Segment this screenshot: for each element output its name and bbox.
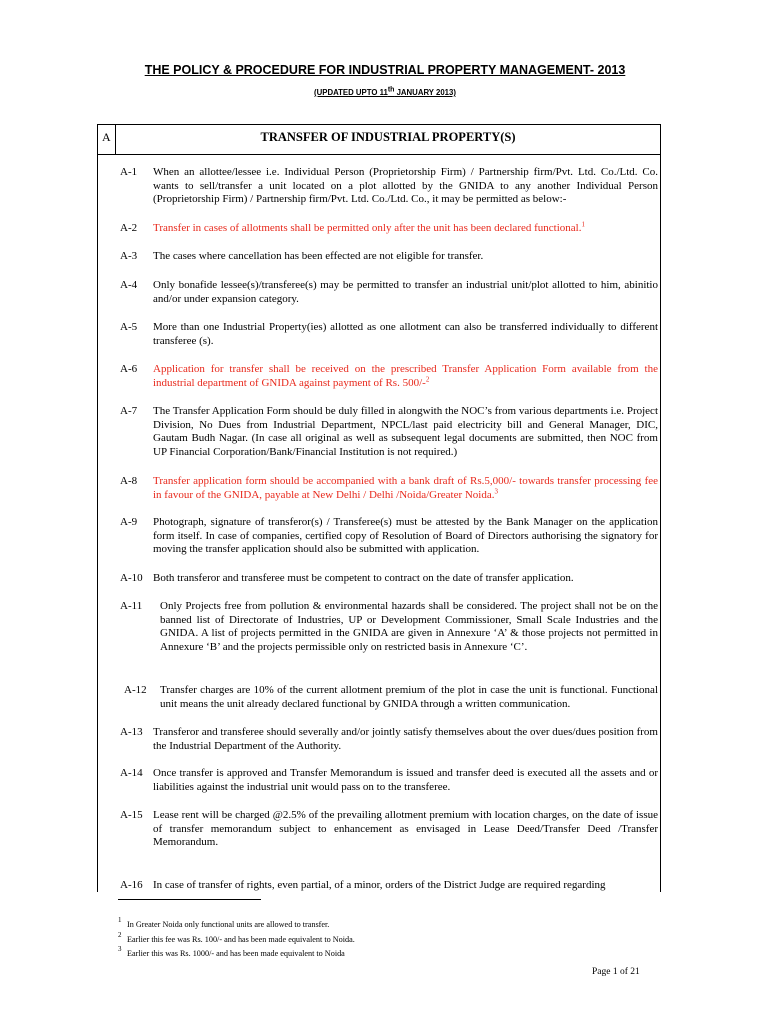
clause-number: A-14 bbox=[120, 767, 143, 779]
clause-number: A-5 bbox=[120, 321, 138, 333]
footnote-number: 1 bbox=[118, 916, 122, 924]
clause-number: A-12 bbox=[124, 684, 147, 696]
clause-number: A-11 bbox=[120, 600, 143, 612]
clause-number: A-8 bbox=[120, 475, 138, 487]
footnote-text: In Greater Noida only functional units are allowed to transfer. bbox=[127, 920, 330, 929]
clause-number: A-7 bbox=[120, 405, 138, 417]
clause-text: More than one Industrial Property(ies) allotted as one allotment can also be transferred individually to different transferee (s). bbox=[153, 321, 658, 347]
clause-text: Only bonafide lessee(s)/transferee(s) may be permitted to transfer an industrial unit/plot allotted to him, abinitio and/or under expansion category. bbox=[153, 279, 658, 305]
footnote-ref: 3 bbox=[494, 486, 498, 495]
section-letter: A bbox=[102, 130, 111, 144]
clause-number: A-16 bbox=[120, 879, 143, 891]
clause-text bbox=[153, 475, 658, 502]
clause-text: In case of transfer of rights, even partial, of a minor, orders of the District Judge are required regarding bbox=[153, 879, 606, 891]
clause-text: The Transfer Application Form should be duly filled in alongwith the NOC’s from various departments i.e. Project Division, No Dues from Industrial Department, NPCL/last paid electricity bill and General Manager, DIC, Gautam Budh Nagar. (In case all original as well as subsequent legal documents are submitted, then NOC from UP Financial Corporation/Bank/Financial Institution is not required.) bbox=[153, 405, 658, 458]
clause-text: Transferor and transferee should severally and/or jointly satisfy themselves about the over dues/dues position from the Industrial Department of the Authority. bbox=[153, 726, 658, 752]
footnote-text: Earlier this was Rs. 1000/- and has been made equivalent to Noida bbox=[127, 949, 345, 958]
clause-text: The cases where cancellation has been effected are not eligible for transfer. bbox=[153, 250, 484, 262]
clause-text-body: Transfer in cases of allotments shall be permitted only after the unit has been declared functional. bbox=[153, 222, 582, 234]
footnote-ref: 1 bbox=[581, 220, 585, 229]
clause-number: A-1 bbox=[120, 166, 138, 178]
clause-text: Both transferor and transferee must be competent to contract on the date of transfer application. bbox=[153, 572, 574, 584]
subtitle-pre: (UPDATED UPTO 11 bbox=[314, 88, 388, 97]
section-header bbox=[98, 125, 660, 155]
footnote-number: 3 bbox=[118, 945, 122, 953]
clause-number: A-9 bbox=[120, 516, 138, 528]
clause-text: Only Projects free from pollution & environmental hazards shall be considered. The project shall not be on the banned list of Directorate of Industries, UP or Development Commissioner, Small Scale Industries and the GNIDA. A list of projects permitted in the GNIDA are given in Annexure ‘A’ & those projects not permitted in Annexure ‘B’ and the projects permissible only on restricted basis in Annexure ‘C’. bbox=[160, 600, 658, 653]
clause-text: Lease rent will be charged @2.5% of the prevailing allotment premium with location charges, on the date of issue of transfer memorandum subject to enhancement as envisaged in Lease Deed/Transfer Deed /Transfer Memorandum. bbox=[153, 809, 658, 848]
subtitle-post: JANUARY 2013) bbox=[394, 88, 456, 97]
document-title: THE POLICY & PROCEDURE FOR INDUSTRIAL PROPERTY MANAGEMENT- 2013 bbox=[144, 63, 626, 77]
footnote-ref: 2 bbox=[425, 374, 430, 383]
section-title: TRANSFER OF INDUSTRIAL PROPERTY(S) bbox=[260, 130, 516, 144]
subtitle-sup: th bbox=[387, 86, 395, 94]
clause-number: A-10 bbox=[120, 572, 143, 584]
footnote-text: Earlier this fee was Rs. 100/- and has been made equivalent to Noida. bbox=[127, 935, 355, 944]
clause-text-body: Application for transfer shall be received on the prescribed Transfer Application Form available from the industrial department of GNIDA against payment of Rs. 500/- bbox=[153, 363, 658, 389]
clause-number: A-3 bbox=[120, 250, 138, 262]
clause-text: Once transfer is approved and Transfer Memorandum is issued and transfer deed is executed all the assets and or liabilities against the industrial unit would pass on to the transferee. bbox=[153, 767, 658, 793]
footnote-number: 2 bbox=[118, 931, 122, 939]
document-subtitle bbox=[0, 88, 770, 97]
clause-text: Transfer charges are 10% of the current allotment premium of the plot in case the unit is functional. Functional unit means the unit already declared functional by GNIDA through a written communication. bbox=[160, 684, 658, 710]
clause-number: A-6 bbox=[120, 363, 138, 375]
clause-text bbox=[153, 363, 658, 390]
clause-text-body: Transfer application form should be accompanied with a bank draft of Rs.5,000/- towards transfer processing fee in favour of the GNIDA, payable at New Delhi / Delhi /Noida/Greater Noida. bbox=[153, 475, 658, 501]
clause-number: A-4 bbox=[120, 279, 138, 291]
clause-text: Photograph, signature of transferor(s) / Transferee(s) must be attested by the Bank Manager on the application form itself. In case of companies, certified copy of Resolution of Board of Directors authorising the signatory for moving the transfer application should also be submitted with application. bbox=[153, 516, 658, 555]
clause-number: A-13 bbox=[120, 726, 143, 738]
clause-text: When an allottee/lessee i.e. Individual Person (Proprietorship Firm) / Partnership firm/Pvt. Ltd. Co./Ltd. Co. wants to sell/transfer a unit located on a plot allotted by the GNIDA to any another Individual Person (Proprietorship Firm) / Partnership firm/Pvt. Ltd. Co./Ltd. Co., it may be permitted as below:- bbox=[153, 166, 658, 205]
clause-text bbox=[153, 222, 658, 236]
clause-number: A-15 bbox=[120, 809, 143, 821]
page-number: Page 1 of 21 bbox=[592, 967, 640, 977]
clause-number: A-2 bbox=[120, 222, 138, 234]
footnote-separator bbox=[118, 899, 261, 900]
